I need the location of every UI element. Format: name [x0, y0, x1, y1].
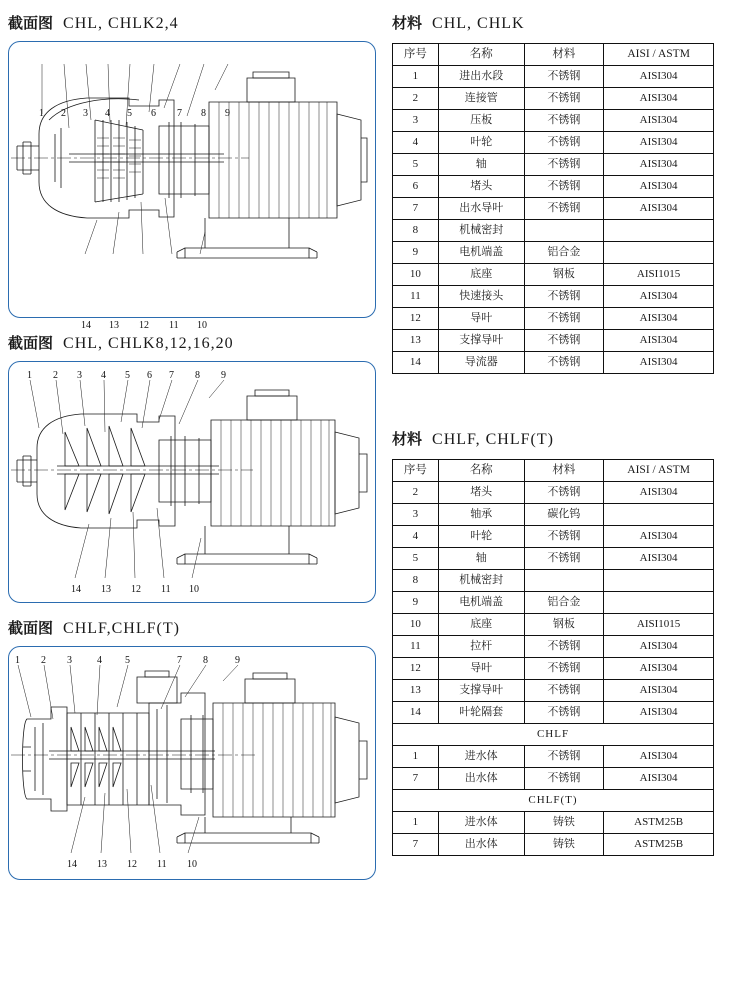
figure3-drawing — [9, 647, 375, 877]
cell-material: 不锈钢 — [524, 176, 604, 198]
table2-heading-label: 材料 — [392, 431, 423, 448]
table-row — [393, 746, 714, 768]
cell-standard: AISI304 — [604, 286, 714, 308]
figure2-frame: 1 2 3 4 5 6 7 8 9 14 13 12 11 10 — [8, 361, 376, 603]
cell-material: 不锈钢 — [524, 702, 604, 724]
cell-material: 不锈钢 — [524, 768, 604, 790]
col-header-standard: AISI / ASTM — [604, 44, 714, 66]
table-row — [393, 504, 714, 526]
table2-heading-model: CHLF, CHLF(T) — [432, 431, 554, 448]
table-row — [393, 702, 714, 724]
cell-standard: AISI304 — [604, 176, 714, 198]
cell-index: 7 — [393, 834, 439, 856]
table2-heading — [392, 428, 740, 449]
cell-name: 进出水段 — [438, 66, 524, 88]
table-row — [393, 88, 714, 110]
cell-name: 底座 — [438, 614, 524, 636]
cell-material: 铸铁 — [524, 834, 604, 856]
cell-index: 10 — [393, 264, 439, 286]
cell-name: 电机端盖 — [438, 592, 524, 614]
cell-standard: AISI304 — [604, 330, 714, 352]
cell-name: 导叶 — [438, 308, 524, 330]
cell-index: 3 — [393, 504, 439, 526]
cell-index: 13 — [393, 330, 439, 352]
group-title-chlf: CHLF — [393, 724, 714, 746]
table-row — [393, 308, 714, 330]
cell-index: 9 — [393, 592, 439, 614]
cell-standard — [604, 220, 714, 242]
cell-name: 轴承 — [438, 504, 524, 526]
cell-material: 钢板 — [524, 264, 604, 286]
col-header-index: 序号 — [393, 44, 439, 66]
table-row — [393, 592, 714, 614]
table-row — [393, 132, 714, 154]
col-header-standard: AISI / ASTM — [604, 460, 714, 482]
cell-index: 5 — [393, 154, 439, 176]
cell-index: 10 — [393, 614, 439, 636]
cell-standard: AISI304 — [604, 482, 714, 504]
cell-standard — [604, 592, 714, 614]
col-header-material: 材料 — [524, 460, 604, 482]
cell-material: 铝合金 — [524, 242, 604, 264]
cell-name: 出水导叶 — [438, 198, 524, 220]
cell-name: 电机端盖 — [438, 242, 524, 264]
figure1-heading-model: CHL, CHLK2,4 — [63, 15, 179, 32]
table-row — [393, 680, 714, 702]
figure1-drawing — [9, 42, 375, 315]
diagrams-column — [8, 12, 376, 886]
cell-standard: AISI304 — [604, 548, 714, 570]
cell-index: 1 — [393, 746, 439, 768]
col-header-material: 材料 — [524, 44, 604, 66]
figure-block-chlf — [8, 617, 376, 880]
cell-material: 不锈钢 — [524, 154, 604, 176]
cell-index: 2 — [393, 482, 439, 504]
cell-index: 4 — [393, 132, 439, 154]
cell-index: 6 — [393, 176, 439, 198]
figure3-heading-model: CHLF,CHLF(T) — [63, 620, 180, 637]
cell-material: 不锈钢 — [524, 680, 604, 702]
cell-name: 叶轮 — [438, 132, 524, 154]
table-row — [393, 198, 714, 220]
cell-name: 堵头 — [438, 176, 524, 198]
cell-standard — [604, 570, 714, 592]
cell-name: 轴 — [438, 548, 524, 570]
cell-material: 不锈钢 — [524, 198, 604, 220]
figure1-frame: 1 2 3 4 5 6 7 8 9 14 13 12 11 10 — [8, 41, 376, 318]
col-header-index: 序号 — [393, 460, 439, 482]
materials-table-chlf — [392, 459, 714, 856]
cell-index: 8 — [393, 220, 439, 242]
cell-standard: AISI304 — [604, 88, 714, 110]
table-row — [393, 658, 714, 680]
cell-material: 铝合金 — [524, 592, 604, 614]
table-row — [393, 220, 714, 242]
cell-material: 不锈钢 — [524, 352, 604, 374]
cell-standard: AISI304 — [604, 308, 714, 330]
figure1-heading-label: 截面图 — [8, 15, 54, 32]
cell-index: 11 — [393, 636, 439, 658]
cell-name: 出水体 — [438, 834, 524, 856]
cell-material: 不锈钢 — [524, 110, 604, 132]
cell-standard: AISI304 — [604, 526, 714, 548]
figure2-heading-model: CHL, CHLK8,12,16,20 — [63, 335, 234, 352]
table-row — [393, 154, 714, 176]
table-row — [393, 614, 714, 636]
group-title-chlft: CHLF(T) — [393, 790, 714, 812]
table-row — [393, 636, 714, 658]
cell-material: 不锈钢 — [524, 330, 604, 352]
cell-index: 2 — [393, 88, 439, 110]
cell-name: 支撑导叶 — [438, 680, 524, 702]
table-row — [393, 66, 714, 88]
table-row — [393, 768, 714, 790]
cell-name: 进水体 — [438, 812, 524, 834]
table1-heading — [392, 12, 740, 33]
cell-standard: AISI304 — [604, 702, 714, 724]
cell-standard: AISI1015 — [604, 614, 714, 636]
table-group-header — [393, 790, 714, 812]
table-row — [393, 570, 714, 592]
cell-name: 压板 — [438, 110, 524, 132]
cell-material — [524, 220, 604, 242]
figure3-heading-label: 截面图 — [8, 620, 54, 637]
cell-material: 不锈钢 — [524, 658, 604, 680]
cell-name: 连接管 — [438, 88, 524, 110]
cell-standard: AISI304 — [604, 680, 714, 702]
cell-name: 进水体 — [438, 746, 524, 768]
table-header-row — [393, 460, 714, 482]
cell-material: 不锈钢 — [524, 132, 604, 154]
figure2-heading — [8, 332, 376, 353]
cell-standard — [604, 504, 714, 526]
cell-name: 叶轮隔套 — [438, 702, 524, 724]
cell-material: 铸铁 — [524, 812, 604, 834]
cell-index: 12 — [393, 308, 439, 330]
cell-name: 导叶 — [438, 658, 524, 680]
figure-block-chl-chlk8-20 — [8, 332, 376, 603]
cell-standard: ASTM25B — [604, 812, 714, 834]
table-row — [393, 286, 714, 308]
table1-heading-label: 材料 — [392, 15, 423, 32]
cell-name: 堵头 — [438, 482, 524, 504]
cell-standard: AISI304 — [604, 198, 714, 220]
cell-standard: AISI304 — [604, 768, 714, 790]
cell-standard: AISI304 — [604, 658, 714, 680]
cell-name: 底座 — [438, 264, 524, 286]
table1-heading-model: CHL, CHLK — [432, 15, 525, 32]
cell-index: 8 — [393, 570, 439, 592]
cell-material: 不锈钢 — [524, 636, 604, 658]
col-header-name: 名称 — [438, 44, 524, 66]
cell-index: 9 — [393, 242, 439, 264]
section-gap — [392, 374, 740, 392]
table-row — [393, 330, 714, 352]
cell-name: 叶轮 — [438, 526, 524, 548]
table-row — [393, 812, 714, 834]
cell-material: 钢板 — [524, 614, 604, 636]
cell-name: 拉杆 — [438, 636, 524, 658]
cell-index: 7 — [393, 198, 439, 220]
cell-standard: AISI304 — [604, 110, 714, 132]
cell-index: 12 — [393, 658, 439, 680]
cell-name: 轴 — [438, 154, 524, 176]
cell-standard: AISI304 — [604, 66, 714, 88]
table-row — [393, 264, 714, 286]
cell-standard: AISI304 — [604, 636, 714, 658]
cell-index: 4 — [393, 526, 439, 548]
table-row — [393, 110, 714, 132]
materials-column — [392, 12, 740, 856]
cell-index: 3 — [393, 110, 439, 132]
cell-name: 机械密封 — [438, 220, 524, 242]
cell-index: 11 — [393, 286, 439, 308]
cell-standard: ASTM25B — [604, 834, 714, 856]
cell-material: 不锈钢 — [524, 482, 604, 504]
cell-material: 不锈钢 — [524, 526, 604, 548]
table-row — [393, 526, 714, 548]
cell-index: 13 — [393, 680, 439, 702]
cell-index: 1 — [393, 812, 439, 834]
cell-standard: AISI304 — [604, 132, 714, 154]
cell-material: 碳化钨 — [524, 504, 604, 526]
figure2-drawing — [9, 362, 375, 600]
materials-table-chl — [392, 43, 714, 374]
cell-material: 不锈钢 — [524, 286, 604, 308]
cell-material: 不锈钢 — [524, 88, 604, 110]
cell-index: 5 — [393, 548, 439, 570]
cell-material: 不锈钢 — [524, 746, 604, 768]
cell-standard: AISI1015 — [604, 264, 714, 286]
table-row — [393, 352, 714, 374]
table-row — [393, 176, 714, 198]
table-header-row — [393, 44, 714, 66]
cell-material: 不锈钢 — [524, 66, 604, 88]
cell-material: 不锈钢 — [524, 548, 604, 570]
cell-index: 7 — [393, 768, 439, 790]
col-header-name: 名称 — [438, 460, 524, 482]
cell-name: 快速接头 — [438, 286, 524, 308]
cell-standard — [604, 242, 714, 264]
cell-standard: AISI304 — [604, 154, 714, 176]
figure2-heading-label: 截面图 — [8, 335, 54, 352]
table-row — [393, 834, 714, 856]
figure3-frame: 1 2 3 4 5 7 8 9 14 13 12 11 10 — [8, 646, 376, 880]
table-row — [393, 242, 714, 264]
cell-index: 1 — [393, 66, 439, 88]
cell-index: 14 — [393, 352, 439, 374]
figure1-heading — [8, 12, 376, 33]
cell-name: 出水体 — [438, 768, 524, 790]
cell-material — [524, 570, 604, 592]
cell-name: 导流器 — [438, 352, 524, 374]
table-row — [393, 548, 714, 570]
table-group-header — [393, 724, 714, 746]
cell-index: 14 — [393, 702, 439, 724]
cell-material: 不锈钢 — [524, 308, 604, 330]
figure3-heading — [8, 617, 376, 638]
cell-standard: AISI304 — [604, 352, 714, 374]
cell-standard: AISI304 — [604, 746, 714, 768]
cell-name: 机械密封 — [438, 570, 524, 592]
table-row — [393, 482, 714, 504]
cell-name: 支撑导叶 — [438, 330, 524, 352]
figure-block-chl-chlk2-4 — [8, 12, 376, 331]
